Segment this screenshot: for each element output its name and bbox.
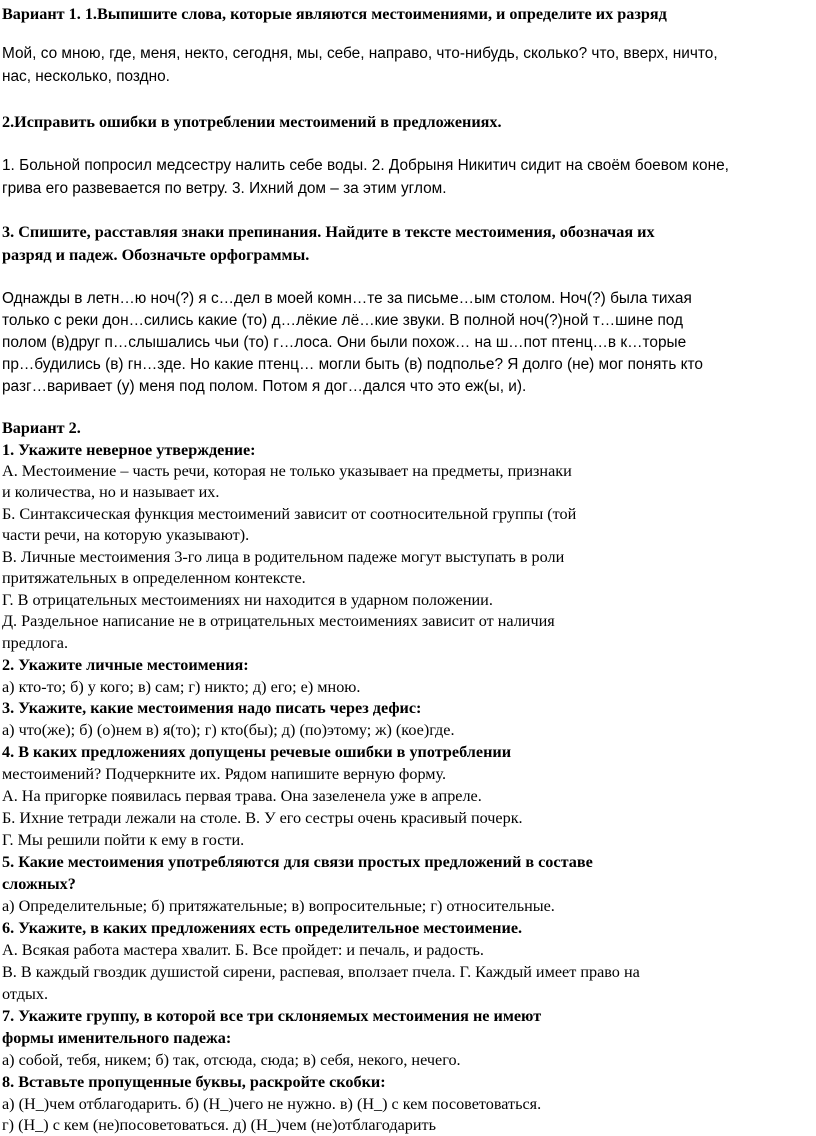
task2-text-line: 1. Больной попросил медсестру налить себе воды. 2. Добрыня Никитич сидит на своём боевом коне, [2,157,729,174]
variant2-line: Г. В отрицательных местоимениях ни находится в ударном положении. [2,591,493,609]
variant2-line: Г. Мы решили пойти к ему в гости. [2,831,245,849]
variant2-line: 6. Укажите, в каких предложениях есть определительное местоимение. [2,919,523,937]
variant2-line: А. Всякая работа мастера хвалит. Б. Все пройдет: и печаль, и радость. [2,941,484,959]
variant1-title: Вариант 1. 1.Выпишите слова, которые являются местоимениями, и определите их разряд [2,5,667,23]
variant2-line: А. Местоимение – часть речи, которая не только указывает на предметы, признаки [2,462,572,480]
task2-heading: 2.Исправить ошибки в употреблении местоимений в предложениях. [2,113,502,131]
variant2-line: В. В каждый гвоздик душистой сирени, распевая, вползает пчела. Г. Каждый имеет право на [2,963,640,981]
task3-heading-line: 3. Спишите, расставляя знаки препинания. Найдите в тексте местоимения, обозначая их [2,223,655,241]
variant2-line: 4. В каких предложениях допущены речевые ошибки в употреблении [2,743,512,761]
variant2-line: части речи, на которую указывают). [2,526,250,544]
variant2-line: г) (Н_) с кем (не)посоветоваться. д) (Н_)чем (не)отблагодарить [2,1116,437,1134]
variant2-line: отдых. [2,985,48,1003]
variant2-title: Вариант 2. [2,419,81,437]
variant2-line: 7. Укажите группу, в которой все три склоняемых местоимения не имеют [2,1007,542,1025]
variant2-line: а) собой, тебя, никем; б) так, отсюда, сюда; в) себя, некого, нечего. [2,1051,461,1069]
variant2-line: и количества, но и называет их. [2,483,220,501]
task2-text-line: грива его развевается по ветру. 3. Ихний дом – за этим углом. [2,180,447,197]
variant2-line: притяжательных в определенном контексте. [2,569,306,587]
variant2-line: предлога. [2,634,69,652]
task3-text-line: Однажды в летн…ю ноч(?) я с…дел в моей комн…те за письме…ым столом. Ноч(?) была тихая [2,290,692,307]
variant2-line: 5. Какие местоимения употребляются для связи простых предложений в составе [2,853,593,871]
variant2-line: 3. Укажите, какие местоимения надо писать через дефис: [2,699,422,717]
variant2-line: а) Определительные; б) притяжательные; в) вопросительные; г) относительные. [2,897,555,915]
variant2-line: 2. Укажите личные местоимения: [2,656,249,674]
task3-heading-line: разряд и падеж. Обозначьте орфограммы. [2,246,310,264]
variant2-line: 1. Укажите неверное утверждение: [2,441,256,459]
variant2-line: Д. Раздельное написание не в отрицательных местоимениях зависит от наличия [2,612,555,630]
pronoun-words-line: нас, несколько, поздно. [2,68,170,85]
task3-text-line: пр…будились (в) гн…зде. Но какие птенц… могли быть (в) подполье? Я долго (не) мог понять кто [2,356,703,373]
variant2-line: а) (Н_)чем отблагодарить. б) (Н_)чего не нужно. в) (Н_) с кем посоветоваться. [2,1095,542,1113]
variant2-line: местоимений? Подчеркните их. Рядом напишите верную форму. [2,765,447,783]
variant2-line: Б. Ихние тетради лежали на столе. В. У его сестры очень красивый почерк. [2,809,523,827]
variant2-line: В. Личные местоимения 3-го лица в родительном падеже могут выступать в роли [2,548,565,566]
variant2-line: А. На пригорке появилась первая трава. Она зазеленела уже в апреле. [2,787,482,805]
variant2-line: Б. Синтаксическая функция местоимений зависит от соотносительной группы (той [2,505,577,523]
pronoun-words-line: Мой, со мною, где, меня, некто, сегодня, мы, себе, направо, что-нибудь, сколько? что, вверх, ничто, [2,45,718,62]
variant2-line: сложных? [2,875,76,893]
variant2-line: а) что(же); б) (о)нем в) я(то); г) кто(бы); д) (по)этому; ж) (кое)где. [2,721,455,739]
task3-text-line: разг…варивает (у) меня под полом. Потом я дог…дался что это еж(ы, и). [2,378,527,395]
task3-text-line: полом (в)друг п…слышались чьи (то) г…лоса. Они были похож… на ш…пот птенц…в к…торые [2,334,687,351]
variant2-line: а) кто-то; б) у кого; в) сам; г) никто; д) его; е) мною. [2,678,361,696]
variant2-line: формы именительного падежа: [2,1029,232,1047]
task3-text-line: только с реки дон…сились какие (то) д…лёкие лё…кие звуки. В полной ноч(?)ной т…шине под [2,312,683,329]
variant2-line: 8. Вставьте пропущенные буквы, раскройте скобки: [2,1073,386,1091]
